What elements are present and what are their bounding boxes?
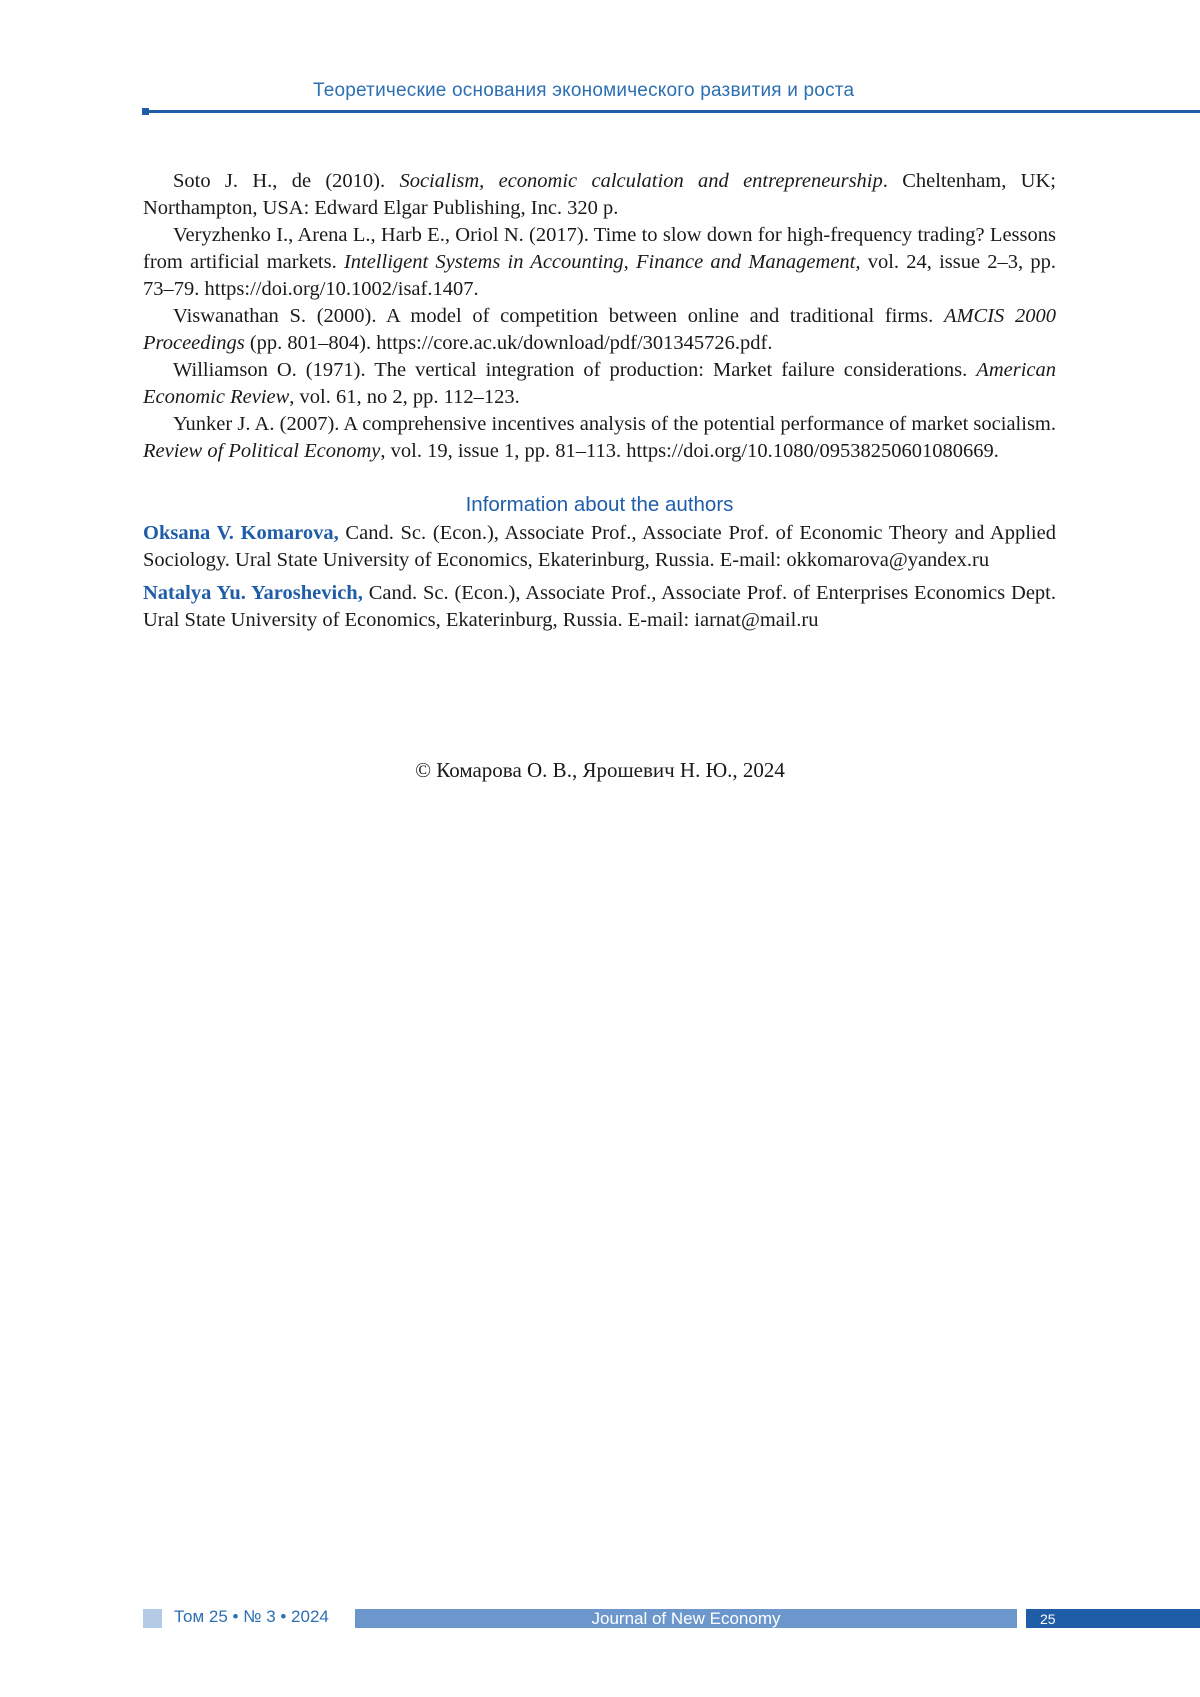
footer-journal-bar [355,1609,1017,1628]
reference-item: Yunker J. A. (2007). A comprehensive incentives analysis of the potential performance of market socialism. Review of Political Economy, vol. 19, issue 1, pp. 81–113. https://doi.org/10.1080/09538250601080669. [143,413,1056,462]
author-details: Cand. Sc. (Econ.), Associate Prof., Associate Prof. of Economic Theory and Applied Sociology. Ural State University of Economics, Ekaterinburg, Russia. E-mail: okkomarova@yandex.ru [143,522,1056,571]
reference-item: Williamson O. (1971). The vertical integration of production: Market failure considerations. American Economic Review, vol. 61, no 2, pp. 112–123. [143,359,1056,408]
running-title: Теоретические основания экономического развития и роста [313,80,855,101]
authors-list [143,520,1056,634]
copyright-notice: © Комарова О. В., Ярошевич Н. Ю., 2024 [415,758,785,782]
footer-issue-info: Том 25 • № 3 • 2024 [174,1607,329,1626]
page-content [143,168,1056,640]
author-name: Natalya Yu. Yaroshevich, [143,582,363,604]
footer-square-marker [143,1609,162,1628]
header-rule [146,110,1200,113]
reference-item: Veryzhenko I., Arena L., Harb E., Oriol N. (2017). Time to slow down for high-frequency trading? Lessons from artificial markets. Intelligent Systems in Accounting, Finance and Management, vol. 24, issue 2–3, pp. 73–79. https://doi.org/10.1002/isaf.1407. [143,224,1057,300]
footer-page-number: 25 [1026,1609,1200,1628]
authors-heading: Information about the authors [465,493,734,516]
author-entry [143,580,1056,634]
author-details: Cand. Sc. (Econ.), Associate Prof., Associate Prof. of Enterprises Economics Dept. Ural State University of Economics, Ekaterinburg, Russia. E-mail: iarnat@mail.ru [143,582,1056,631]
author-name: Oksana V. Komarova, [143,522,339,544]
footer-journal-title: Journal of New Economy [591,1609,781,1628]
author-entry [143,520,1056,574]
reference-list [143,168,1056,465]
reference-item: Soto J. H., de (2010). Socialism, economic calculation and entrepreneurship. Cheltenham, UK; Northampton, USA: Edward Elgar Publishing, Inc. 320 p. [143,170,1056,219]
reference-item: Viswanathan S. (2000). A model of competition between online and traditional firms. AMCIS 2000 Proceedings (pp. 801–804). https://core.ac.uk/download/pdf/301345726.pdf. [143,305,1056,354]
